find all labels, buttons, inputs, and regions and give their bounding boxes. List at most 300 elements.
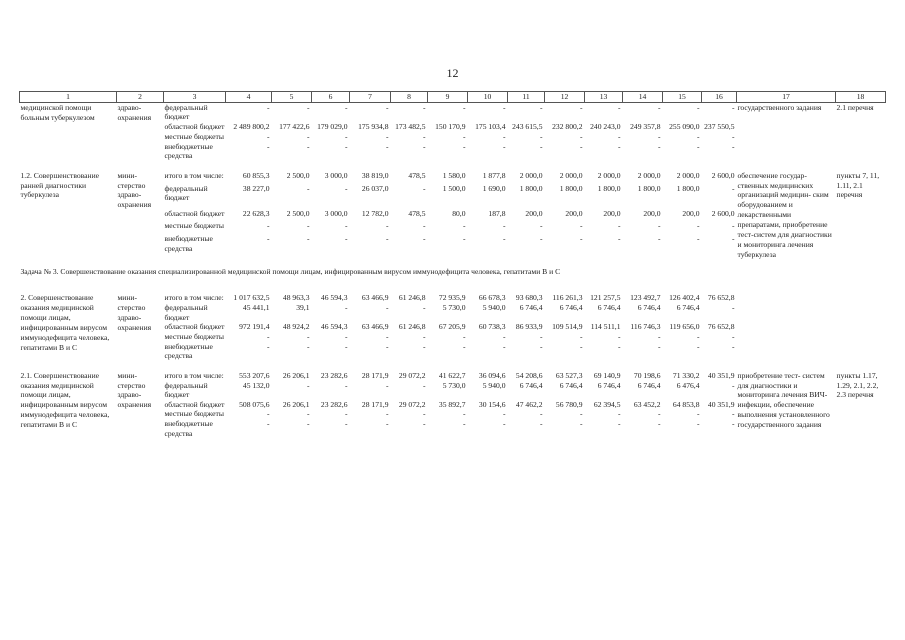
amount-cell: -: [731, 303, 735, 313]
amount-cell: -: [306, 380, 310, 390]
amount-cell: -: [422, 331, 426, 341]
amount-cell: -: [731, 341, 735, 351]
amount-cell: 5 940,0: [482, 380, 506, 390]
amount-cell: 40 351,9: [707, 399, 735, 409]
column-header: 10: [468, 92, 508, 103]
amount-cell: -: [344, 341, 348, 351]
reference: 2.1 перечня: [836, 103, 874, 112]
amount-cell: 116 261,3: [552, 293, 583, 303]
amount-cell: 2 500,0: [286, 208, 310, 218]
amount-cell: 41 622,7: [438, 370, 466, 380]
amount-cell: -: [617, 221, 621, 231]
amount-cell: -: [731, 419, 735, 429]
column-header: 8: [391, 92, 428, 103]
executor: мини- стерство здраво- охранения: [117, 170, 152, 210]
amount-cell: -: [579, 234, 583, 244]
amount-cell: -: [657, 331, 661, 341]
amount-cell: 508 075,6: [239, 399, 270, 409]
funding-source: областной бюджет: [164, 121, 225, 131]
amount-cell: -: [422, 419, 426, 429]
amount-cell: -: [539, 419, 543, 429]
amount-cell: -: [502, 103, 506, 112]
amount-cell: -: [266, 341, 270, 351]
amount-cell: -: [266, 103, 270, 112]
amount-cell: -: [696, 234, 700, 244]
column-header: 11: [508, 92, 545, 103]
amount-cell: 29 072,2: [398, 399, 426, 409]
amount-cell: -: [385, 303, 389, 313]
amount-cell: -: [266, 234, 270, 244]
amount-cell: -: [344, 303, 348, 313]
amount-cell: -: [306, 221, 310, 231]
amount-cell: -: [579, 141, 583, 151]
amount-cell: 1 800,0: [559, 183, 583, 193]
amount-cell: -: [344, 419, 348, 429]
column-header: 6: [312, 92, 350, 103]
amount-cell: 26 037,0: [361, 183, 389, 193]
column-header: 15: [663, 92, 702, 103]
funding-source: итого в том числе:: [164, 293, 224, 303]
amount-cell: -: [617, 141, 621, 151]
expected-result: приобретение тест- систем для диагностики и мониторинга лечения ВИЧ-инфекции, обеспечение выполнения установленного государственного задания: [737, 370, 830, 430]
amount-cell: -: [731, 380, 735, 390]
amount-cell: -: [422, 183, 426, 193]
amount-cell: 6 476,4: [676, 380, 700, 390]
amount-cell: -: [344, 409, 348, 419]
amount-cell: -: [266, 131, 270, 141]
amount-cell: 6 746,4: [559, 380, 583, 390]
amount-cell: -: [731, 183, 735, 193]
amount-cell: -: [731, 221, 735, 231]
amount-cell: -: [462, 141, 466, 151]
amount-cell: 255 090,0: [669, 121, 700, 131]
amount-cell: 6 746,4: [559, 303, 583, 313]
amount-cell: -: [344, 380, 348, 390]
amount-cell: -: [696, 419, 700, 429]
amount-cell: 71 330,2: [672, 370, 700, 380]
amount-cell: -: [306, 141, 310, 151]
amount-cell: -: [539, 131, 543, 141]
amount-cell: -: [344, 183, 348, 193]
program-table: [19, 91, 886, 438]
amount-cell: -: [657, 103, 661, 112]
amount-cell: 61 246,8: [398, 293, 426, 303]
amount-cell: -: [731, 234, 735, 244]
amount-cell: -: [422, 341, 426, 351]
activity-name: 1.2. Совершенствование ранней диагностики туберкулеза: [20, 170, 100, 200]
activity-name: медицинской помощи больным туберкулезом: [20, 103, 95, 122]
amount-cell: 1 690,0: [482, 183, 506, 193]
funding-source: внебюджетные средства: [164, 341, 213, 361]
amount-cell: 200,0: [682, 208, 700, 218]
amount-cell: -: [385, 419, 389, 429]
column-header: 9: [428, 92, 468, 103]
funding-row: [20, 293, 886, 303]
amount-cell: 240 243,0: [590, 121, 621, 131]
block-spacer: [20, 161, 886, 171]
amount-cell: -: [306, 103, 310, 112]
amount-cell: 187,8: [488, 208, 506, 218]
amount-cell: -: [696, 409, 700, 419]
amount-cell: -: [696, 141, 700, 151]
column-header: 18: [836, 92, 886, 103]
amount-cell: 48 924,2: [282, 322, 310, 332]
amount-cell: 22 628,3: [242, 208, 270, 218]
amount-cell: 3 000,0: [324, 170, 348, 180]
amount-cell: -: [617, 103, 621, 112]
reference: пункты 7, 11, 1.11, 2.1 перечня: [836, 170, 880, 200]
amount-cell: -: [539, 409, 543, 419]
amount-cell: 177 422,6: [279, 121, 310, 131]
amount-cell: -: [731, 141, 735, 151]
amount-cell: -: [539, 141, 543, 151]
funding-source: итого в том числе:: [164, 170, 224, 180]
amount-cell: -: [344, 131, 348, 141]
amount-cell: -: [385, 331, 389, 341]
activity-name: 2. Совершенствование оказания медицинской помощи лицам, инфицированным вирусом иммунодефицита человека, гепатитами В и С: [20, 293, 110, 352]
amount-cell: -: [657, 141, 661, 151]
amount-cell: 200,0: [643, 208, 661, 218]
amount-cell: -: [657, 419, 661, 429]
amount-cell: -: [344, 141, 348, 151]
amount-cell: 2 000,0: [676, 170, 700, 180]
amount-cell: 175 103,4: [475, 121, 506, 131]
column-header: 1: [20, 92, 117, 103]
amount-cell: -: [385, 103, 389, 112]
amount-cell: -: [502, 131, 506, 141]
amount-cell: -: [385, 409, 389, 419]
amount-cell: -: [306, 131, 310, 141]
amount-cell: -: [657, 221, 661, 231]
amount-cell: -: [462, 234, 466, 244]
amount-cell: 69 140,9: [593, 370, 621, 380]
funding-source: федеральный бюджет: [164, 103, 208, 122]
column-header: 2: [117, 92, 164, 103]
amount-cell: 2 000,0: [519, 170, 543, 180]
activity-name: 2.1. Совершенствование оказания медицинской помощи лицам, инфицированным вирусом иммунодефицита человека, гепатитами В и С: [20, 370, 110, 430]
amount-cell: 2 600,0: [711, 170, 735, 180]
amount-cell: -: [385, 380, 389, 390]
amount-cell: 150 170,9: [435, 121, 466, 131]
amount-cell: -: [617, 234, 621, 244]
amount-cell: 6 746,4: [597, 380, 621, 390]
amount-cell: 237 550,5: [704, 121, 735, 131]
amount-cell: -: [579, 103, 583, 112]
amount-cell: 1 800,0: [597, 183, 621, 193]
amount-cell: 62 394,5: [593, 399, 621, 409]
amount-cell: 23 282,6: [320, 370, 348, 380]
funding-source: внебюджетные средства: [164, 419, 213, 438]
amount-cell: 76 652,8: [707, 293, 735, 303]
amount-cell: -: [731, 131, 735, 141]
funding-source: внебюджетные средства: [164, 141, 213, 161]
amount-cell: 553 207,6: [239, 370, 270, 380]
amount-cell: 109 514,9: [552, 322, 583, 332]
amount-cell: -: [344, 221, 348, 231]
amount-cell: -: [462, 419, 466, 429]
amount-cell: 2 000,0: [559, 170, 583, 180]
amount-cell: -: [657, 234, 661, 244]
amount-cell: 63 466,9: [361, 322, 389, 332]
amount-cell: 175 934,8: [358, 121, 389, 131]
amount-cell: -: [731, 103, 735, 112]
amount-cell: -: [462, 409, 466, 419]
amount-cell: -: [462, 221, 466, 231]
amount-cell: 93 680,3: [515, 293, 543, 303]
amount-cell: 29 072,2: [398, 370, 426, 380]
amount-cell: 6 746,4: [637, 380, 661, 390]
amount-cell: 116 746,3: [630, 322, 661, 332]
funding-source: федеральный бюджет: [164, 380, 208, 400]
amount-cell: 119 656,0: [669, 322, 700, 332]
amount-cell: 6 746,4: [637, 303, 661, 313]
amount-cell: -: [579, 409, 583, 419]
amount-cell: -: [462, 331, 466, 341]
amount-cell: -: [422, 234, 426, 244]
amount-cell: 38 227,0: [242, 183, 270, 193]
amount-cell: 46 594,3: [320, 293, 348, 303]
amount-cell: 6 746,4: [519, 303, 543, 313]
amount-cell: 200,0: [603, 208, 621, 218]
amount-cell: 63 527,3: [555, 370, 583, 380]
amount-cell: -: [306, 409, 310, 419]
amount-cell: -: [539, 341, 543, 351]
amount-cell: 23 282,6: [320, 399, 348, 409]
amount-cell: -: [344, 234, 348, 244]
amount-cell: 6 746,4: [676, 303, 700, 313]
funding-source: областной бюджет: [164, 322, 225, 332]
funding-source: местные бюджеты: [164, 409, 224, 419]
amount-cell: -: [266, 141, 270, 151]
funding-row: [20, 171, 886, 184]
amount-cell: 54 208,6: [515, 370, 543, 380]
amount-cell: -: [462, 341, 466, 351]
amount-cell: 46 594,3: [320, 322, 348, 332]
amount-cell: 40 351,9: [707, 370, 735, 380]
amount-cell: -: [385, 141, 389, 151]
amount-cell: -: [617, 419, 621, 429]
amount-cell: 478,5: [408, 170, 426, 180]
column-header: 14: [623, 92, 663, 103]
amount-cell: 114 511,1: [590, 322, 621, 332]
amount-cell: -: [306, 419, 310, 429]
amount-cell: -: [266, 419, 270, 429]
amount-cell: 121 257,5: [590, 293, 621, 303]
amount-cell: 478,5: [408, 208, 426, 218]
amount-cell: -: [539, 103, 543, 112]
amount-cell: -: [539, 234, 543, 244]
amount-cell: 1 800,0: [637, 183, 661, 193]
amount-cell: 200,0: [525, 208, 543, 218]
executor: мини- стерство здраво- охранения: [117, 293, 152, 332]
amount-cell: -: [266, 409, 270, 419]
amount-cell: 2 500,0: [286, 170, 310, 180]
amount-cell: -: [579, 341, 583, 351]
amount-cell: -: [422, 131, 426, 141]
amount-cell: -: [502, 234, 506, 244]
amount-cell: 28 171,9: [361, 399, 389, 409]
amount-cell: 63 466,9: [361, 293, 389, 303]
column-header: 13: [585, 92, 623, 103]
amount-cell: 35 892,7: [438, 399, 466, 409]
column-header: 3: [164, 92, 226, 103]
amount-cell: -: [344, 103, 348, 112]
amount-cell: -: [306, 341, 310, 351]
amount-cell: -: [696, 221, 700, 231]
amount-cell: 26 206,1: [282, 399, 310, 409]
amount-cell: 1 017 632,5: [233, 293, 270, 303]
amount-cell: 70 198,6: [633, 370, 661, 380]
amount-cell: 12 782,0: [361, 208, 389, 218]
amount-cell: 1 500,0: [442, 183, 466, 193]
amount-cell: -: [696, 131, 700, 141]
amount-cell: 123 492,7: [630, 293, 661, 303]
amount-cell: 36 094,6: [478, 370, 506, 380]
funding-source: областной бюджет: [164, 399, 225, 409]
amount-cell: -: [306, 331, 310, 341]
amount-cell: 2 489 800,2: [233, 121, 270, 131]
amount-cell: -: [385, 341, 389, 351]
amount-cell: -: [539, 331, 543, 341]
amount-cell: 2 000,0: [637, 170, 661, 180]
column-header: 17: [737, 92, 836, 103]
amount-cell: -: [657, 409, 661, 419]
amount-cell: 60 855,3: [242, 170, 270, 180]
amount-cell: 60 738,3: [478, 322, 506, 332]
amount-cell: -: [422, 221, 426, 231]
amount-cell: 48 963,3: [282, 293, 310, 303]
amount-cell: -: [385, 221, 389, 231]
amount-cell: 200,0: [565, 208, 583, 218]
amount-cell: 28 171,9: [361, 370, 389, 380]
expected-result: [737, 293, 836, 361]
amount-cell: -: [539, 221, 543, 231]
amount-cell: -: [306, 234, 310, 244]
reference: пункты 1.17, 1.29, 2.1, 2.2, 2.3 перечня: [836, 370, 879, 400]
amount-cell: 45 441,1: [242, 303, 270, 313]
amount-cell: -: [422, 303, 426, 313]
amount-cell: 39,1: [296, 303, 310, 313]
amount-cell: -: [617, 409, 621, 419]
column-header: 16: [702, 92, 737, 103]
amount-cell: -: [502, 341, 506, 351]
expected-result: государственного задания: [737, 103, 822, 112]
task-row: [20, 259, 886, 283]
amount-cell: -: [696, 103, 700, 112]
amount-cell: -: [385, 131, 389, 141]
amount-cell: -: [344, 331, 348, 341]
amount-cell: 61 246,8: [398, 322, 426, 332]
amount-cell: 76 652,8: [707, 322, 735, 332]
executor: здраво- охранения: [117, 103, 152, 122]
amount-cell: -: [617, 341, 621, 351]
amount-cell: 45 132,0: [242, 380, 270, 390]
amount-cell: 38 819,0: [361, 170, 389, 180]
amount-cell: -: [502, 419, 506, 429]
funding-source: федеральный бюджет: [164, 183, 208, 203]
block-spacer: [20, 361, 886, 371]
amount-cell: 173 482,5: [395, 121, 426, 131]
amount-cell: 1 800,0: [519, 183, 543, 193]
amount-cell: -: [579, 331, 583, 341]
amount-cell: -: [696, 341, 700, 351]
amount-cell: 47 462,2: [515, 399, 543, 409]
amount-cell: 972 191,4: [239, 322, 270, 332]
reference: [836, 293, 886, 361]
funding-row: [20, 371, 886, 381]
amount-cell: 3 000,0: [324, 208, 348, 218]
amount-cell: -: [462, 131, 466, 141]
funding-source: местные бюджеты: [164, 331, 224, 341]
amount-cell: -: [502, 409, 506, 419]
amount-cell: -: [422, 409, 426, 419]
amount-cell: -: [617, 331, 621, 341]
amount-cell: 6 746,4: [519, 380, 543, 390]
amount-cell: 2 600,0: [711, 208, 735, 218]
amount-cell: 126 402,4: [669, 293, 700, 303]
funding-source: федеральный бюджет: [164, 303, 208, 322]
amount-cell: 64 853,8: [672, 399, 700, 409]
amount-cell: -: [266, 331, 270, 341]
amount-cell: 56 780,9: [555, 399, 583, 409]
amount-cell: -: [731, 331, 735, 341]
amount-cell: -: [579, 221, 583, 231]
amount-cell: 5 730,0: [442, 380, 466, 390]
amount-cell: 179 029,0: [317, 121, 348, 131]
amount-cell: -: [657, 341, 661, 351]
amount-cell: 80,0: [452, 208, 466, 218]
column-header: 12: [545, 92, 585, 103]
funding-source: местные бюджеты: [164, 131, 224, 141]
funding-source: местные бюджеты: [164, 221, 224, 231]
amount-cell: 5 730,0: [442, 303, 466, 313]
amount-cell: -: [385, 234, 389, 244]
amount-cell: 86 933,9: [515, 322, 543, 332]
amount-cell: 66 678,3: [478, 293, 506, 303]
amount-cell: 2 000,0: [597, 170, 621, 180]
amount-cell: 30 154,6: [478, 399, 506, 409]
column-header: 4: [226, 92, 272, 103]
column-header-row: [20, 92, 886, 103]
funding-source: областной бюджет: [164, 208, 225, 218]
amount-cell: -: [579, 419, 583, 429]
amount-cell: -: [462, 103, 466, 112]
funding-source: итого в том числе:: [164, 370, 224, 380]
funding-row: [20, 103, 886, 122]
amount-cell: -: [422, 380, 426, 390]
amount-cell: 63 452,2: [633, 399, 661, 409]
amount-cell: 26 206,1: [282, 370, 310, 380]
amount-cell: 243 615,5: [512, 121, 543, 131]
amount-cell: -: [422, 103, 426, 112]
amount-cell: -: [696, 331, 700, 341]
amount-cell: 72 935,9: [438, 293, 466, 303]
column-header: 7: [350, 92, 391, 103]
amount-cell: 1 580,0: [442, 170, 466, 180]
amount-cell: -: [617, 131, 621, 141]
amount-cell: 232 800,2: [552, 121, 583, 131]
amount-cell: -: [579, 131, 583, 141]
amount-cell: -: [502, 141, 506, 151]
funding-source: внебюджетные средства: [164, 234, 213, 253]
page-number: 12: [446, 66, 459, 80]
block-spacer: [20, 283, 886, 293]
amount-cell: 5 940,0: [482, 303, 506, 313]
amount-cell: -: [657, 131, 661, 141]
amount-cell: 6 746,4: [597, 303, 621, 313]
amount-cell: 249 357,8: [630, 121, 661, 131]
amount-cell: 67 205,9: [438, 322, 466, 332]
